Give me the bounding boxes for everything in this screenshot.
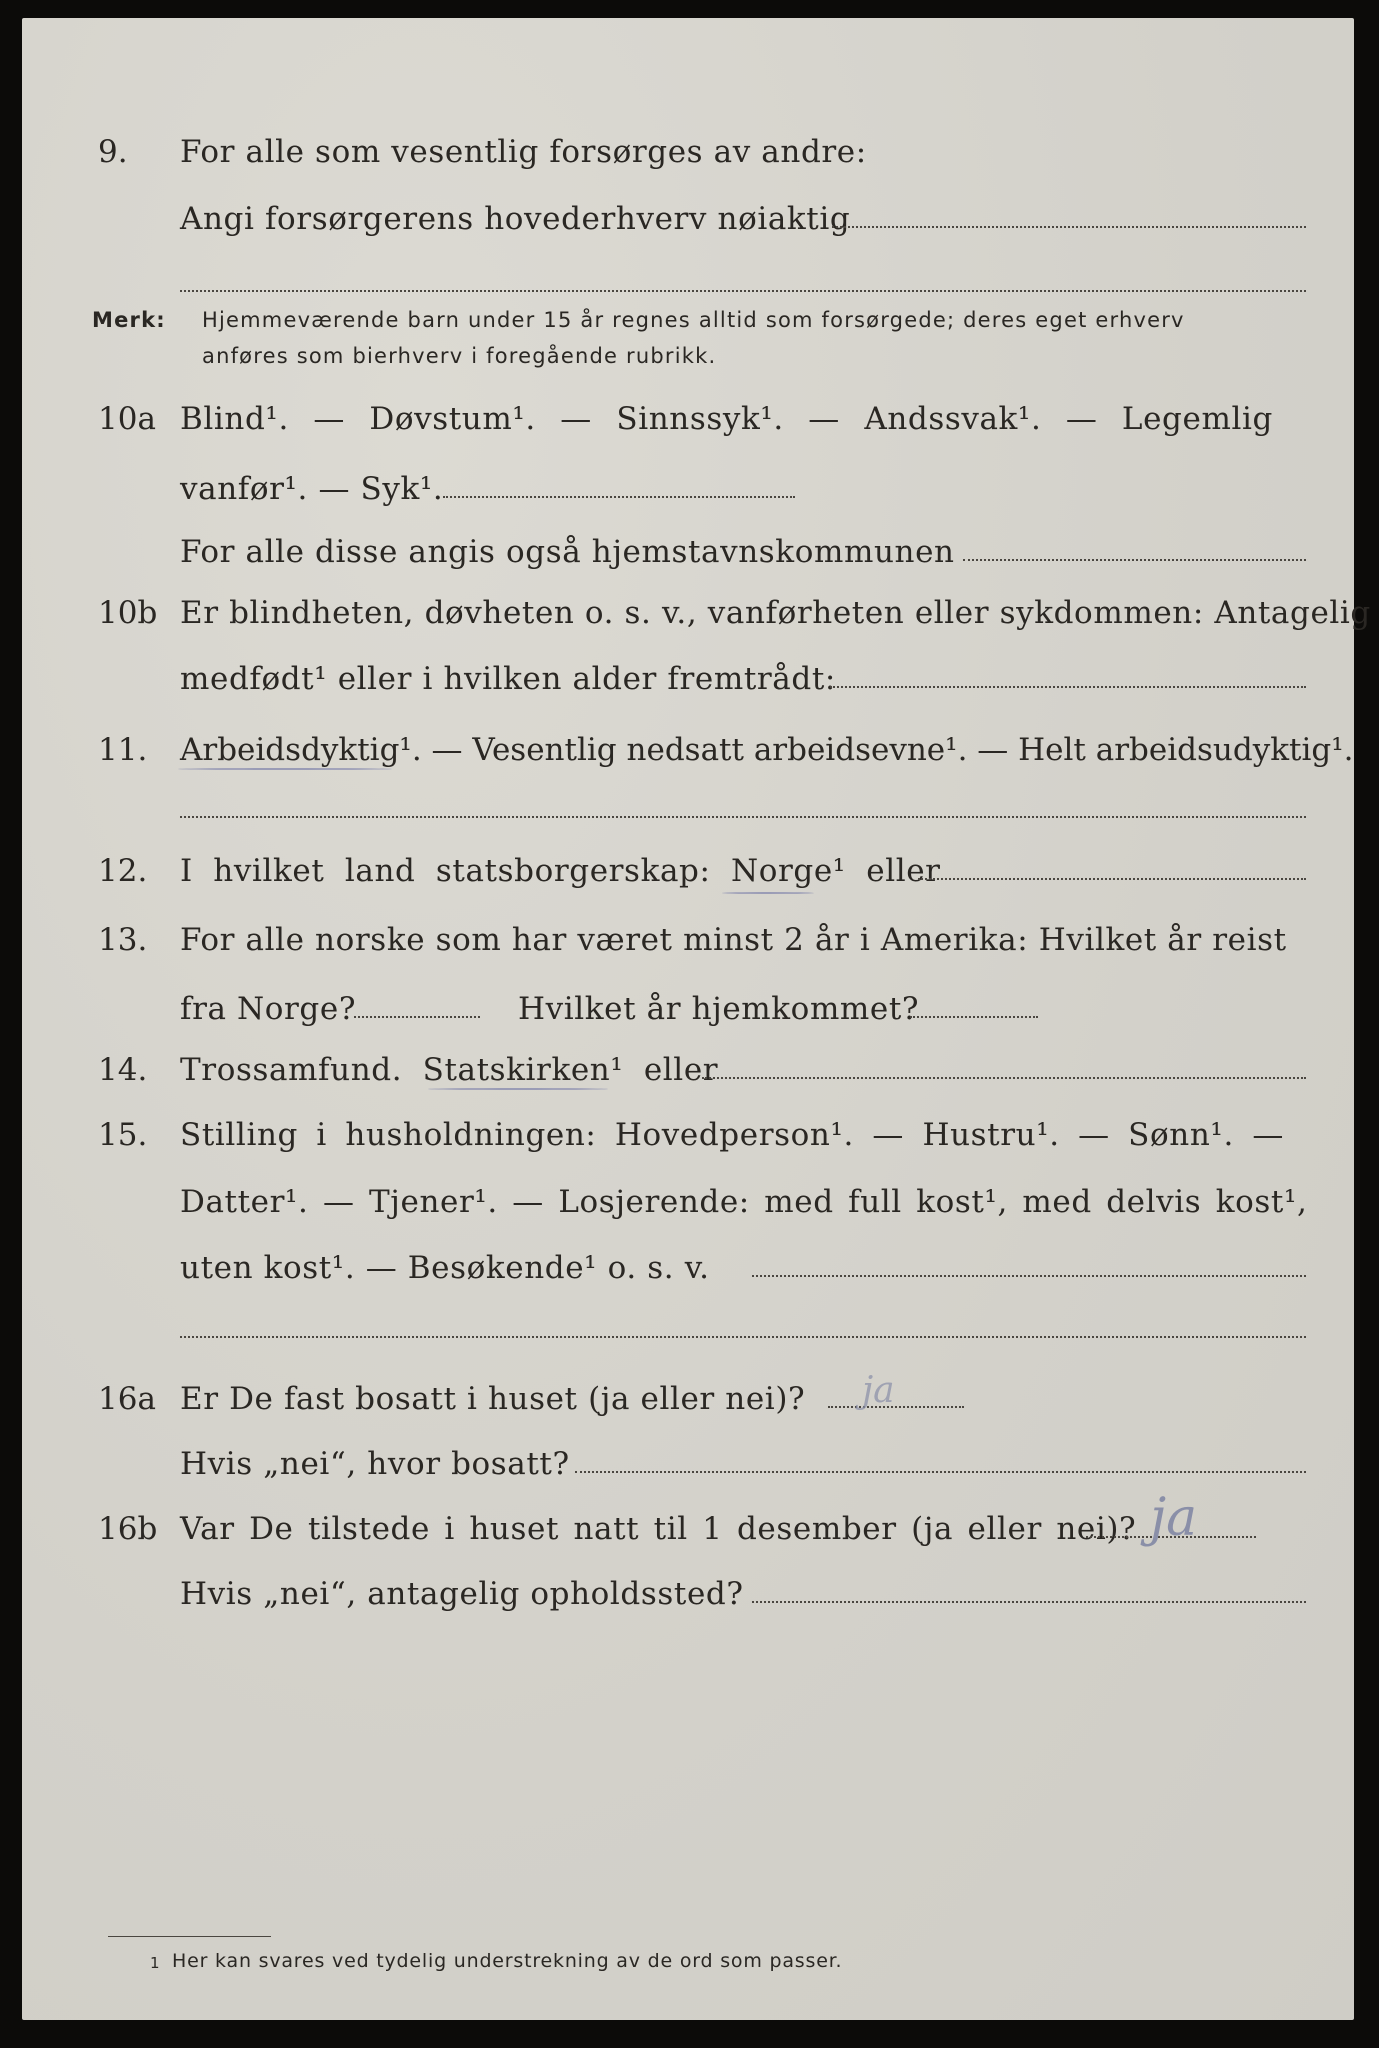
q13-text-1: For alle norske som har været minst 2 år i Amerika: Hvilket år reist bbox=[180, 922, 1287, 958]
q15-number: 15. bbox=[98, 1117, 148, 1153]
q16b-handwritten-answer: ja bbox=[1150, 1488, 1198, 1548]
merk-label: Merk: bbox=[92, 308, 166, 332]
q13-number: 13. bbox=[98, 922, 148, 958]
q11-number: 11. bbox=[98, 732, 148, 768]
q9-number: 9. bbox=[98, 134, 128, 170]
q11-answer-line[interactable] bbox=[180, 816, 1306, 818]
q10a-answer-line-2[interactable] bbox=[963, 559, 1306, 561]
footnote-rule bbox=[108, 1936, 271, 1937]
q12-handwritten-underline bbox=[722, 892, 814, 894]
merk-line-1: Hjemmeværende barn under 15 år regnes alltid som forsørgede; deres eget erhverv bbox=[202, 308, 1185, 332]
q10a-text-1: Blind¹. — Døvstum¹. — Sinnssyk¹. — Andssvak¹. — Legemlig bbox=[180, 401, 1273, 437]
q16a-answer-line-1[interactable] bbox=[828, 1406, 964, 1408]
q16a-answer-line-2[interactable] bbox=[575, 1471, 1306, 1473]
q13-answer-line-1[interactable] bbox=[354, 1016, 480, 1018]
q16a-text-1: Er De fast bosatt i huset (ja eller nei)? bbox=[180, 1381, 806, 1417]
q15-text-1: Stilling i husholdningen: Hovedperson¹. — Hustru¹. — Sønn¹. — bbox=[180, 1117, 1284, 1153]
q13-text-2a: fra Norge? bbox=[180, 991, 357, 1027]
q10a-text-3: For alle disse angis også hjemstavnskommunen bbox=[180, 534, 955, 570]
q16a-text-2: Hvis „nei“, hvor bosatt? bbox=[180, 1446, 570, 1482]
q12-text-1: I hvilket land statsborgerskap: Norge¹ eller bbox=[180, 853, 941, 889]
q14-handwritten-underline bbox=[428, 1088, 608, 1090]
q10b-answer-line[interactable] bbox=[830, 686, 1306, 688]
q10b-text-2: medfødt¹ eller i hvilken alder fremtrådt: bbox=[180, 661, 836, 697]
q16a-handwritten-answer: ja bbox=[862, 1370, 895, 1411]
q13-answer-line-2[interactable] bbox=[910, 1016, 1038, 1018]
q10a-text-2: vanfør¹. — Syk¹. bbox=[180, 471, 444, 507]
q16b-text-2: Hvis „nei“, antagelig opholdssted? bbox=[180, 1576, 744, 1612]
q15-text-3: uten kost¹. — Besøkende¹ o. s. v. bbox=[180, 1250, 710, 1286]
q9-text-1: For alle som vesentlig forsørges av andre: bbox=[180, 134, 867, 170]
q9-answer-line[interactable] bbox=[832, 226, 1306, 228]
q10b-text-1: Er blindheten, døvheten o. s. v., vanførheten eller sykdommen: Antagelig bbox=[180, 595, 1371, 631]
q14-text-1: Trossamfund. Statskirken¹ eller bbox=[180, 1052, 719, 1088]
q16b-number: 16b bbox=[98, 1511, 158, 1547]
q16b-answer-line-2[interactable] bbox=[752, 1601, 1306, 1603]
q13-text-2b: Hvilket år hjemkommet? bbox=[518, 991, 920, 1027]
q12-answer-line[interactable] bbox=[918, 878, 1306, 880]
q14-answer-line[interactable] bbox=[702, 1077, 1306, 1079]
q16a-number: 16a bbox=[98, 1381, 156, 1417]
q15-answer-line-1[interactable] bbox=[752, 1275, 1306, 1277]
q11-text-1: Arbeidsdyktig¹. — Vesentlig nedsatt arbeidsevne¹. — Helt arbeidsudyktig¹. bbox=[180, 732, 1354, 768]
merk-line-2: anføres som bierhverv i foregående rubrikk. bbox=[202, 344, 717, 368]
footnote-mark: 1 bbox=[150, 1954, 161, 1972]
q15-answer-line-2[interactable] bbox=[180, 1336, 1306, 1338]
q9-answer-line-2[interactable] bbox=[180, 290, 1306, 292]
q12-number: 12. bbox=[98, 853, 148, 889]
q14-number: 14. bbox=[98, 1052, 148, 1088]
q11-handwritten-underline bbox=[178, 768, 392, 770]
q10a-number: 10a bbox=[98, 401, 156, 437]
footnote-text: Her kan svares ved tydelig understrekning av de ord som passer. bbox=[172, 1950, 843, 1972]
q10a-answer-line-1[interactable] bbox=[443, 496, 795, 498]
q16b-text-1: Var De tilstede i huset natt til 1 desember (ja eller nei)? bbox=[180, 1511, 1137, 1547]
q15-text-2: Datter¹. — Tjener¹. — Losjerende: med full kost¹, med delvis kost¹, bbox=[180, 1184, 1308, 1220]
q9-text-2: Angi forsørgerens hovederhverv nøiaktig bbox=[180, 201, 851, 237]
q10b-number: 10b bbox=[98, 595, 158, 631]
